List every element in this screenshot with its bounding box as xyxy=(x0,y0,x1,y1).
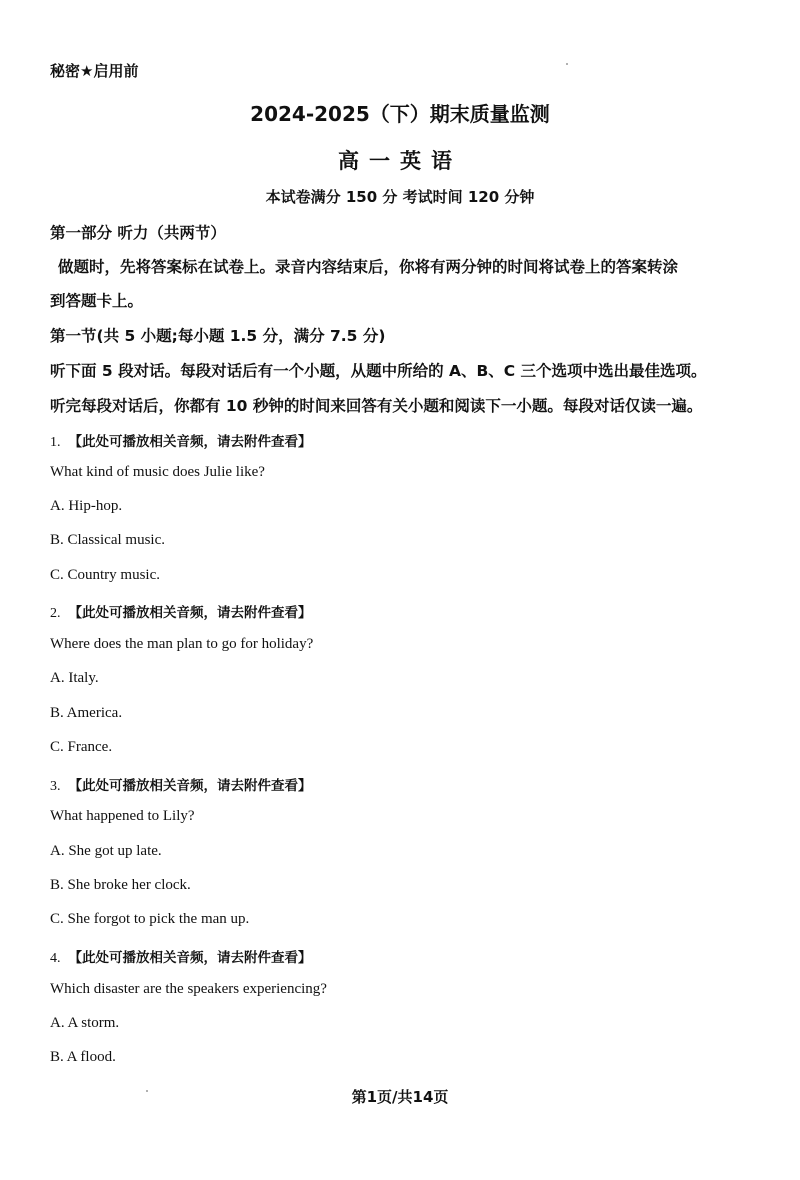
option-b: B. She broke her clock. xyxy=(50,877,191,893)
section-heading: 第一节(共 5 小题;每小题 1.5 分，满分 7.5 分) xyxy=(50,327,386,345)
question-header xyxy=(50,430,312,451)
instruction-line-2: 到答题卡上。 xyxy=(50,292,144,310)
scan-speck xyxy=(146,1090,148,1092)
option-c: C. Country music. xyxy=(50,567,161,583)
option-a: A. Hip-hop. xyxy=(50,498,123,514)
option-a: A. She got up late. xyxy=(50,843,162,859)
question-number: 2. xyxy=(50,606,61,621)
question-header xyxy=(50,601,312,622)
scan-speck xyxy=(566,63,568,65)
question-header xyxy=(50,946,312,967)
audio-link[interactable]: 【此处可播放相关音频，请去附件查看】 xyxy=(68,950,312,966)
page-footer: 第1页/共14页 xyxy=(351,1088,449,1106)
question-text: Which disaster are the speakers experiencing? xyxy=(50,981,327,997)
question-text: What kind of music does Julie like? xyxy=(50,464,265,480)
directions-line-2: 听完每段对话后，你都有 10 秒钟的时间来回答有关小题和阅读下一小题。每段对话仅读一遍。 xyxy=(50,397,703,415)
directions-line-1: 听下面 5 段对话。每段对话后有一个小题，从题中所给的 A、B、C 三个选项中选出最佳选项。 xyxy=(50,362,707,380)
question-header xyxy=(50,774,312,795)
question-text: Where does the man plan to go for holiday? xyxy=(50,636,314,652)
part-heading: 第一部分 听力（共两节） xyxy=(50,224,226,242)
option-a: A. A storm. xyxy=(50,1015,120,1031)
exam-title: 2024-2025（下）期末质量监测 xyxy=(250,102,550,126)
question-text: What happened to Lily? xyxy=(50,808,195,824)
question-number: 1. xyxy=(50,435,61,450)
exam-meta: 本试卷满分 150 分 考试时间 120 分钟 xyxy=(265,188,535,206)
option-c: C. She forgot to pick the man up. xyxy=(50,911,250,927)
question-number: 4. xyxy=(50,951,61,966)
subject-title: 高一英语 xyxy=(338,149,462,173)
question-number: 3. xyxy=(50,779,61,794)
audio-link[interactable]: 【此处可播放相关音频，请去附件查看】 xyxy=(68,778,312,794)
instruction-line-1: 做题时，先将答案标在试卷上。录音内容结束后，你将有两分钟的时间将试卷上的答案转涂 xyxy=(58,258,679,276)
option-b: B. Classical music. xyxy=(50,532,165,548)
confidential-label: 秘密★启用前 xyxy=(50,62,139,80)
audio-link[interactable]: 【此处可播放相关音频，请去附件查看】 xyxy=(68,434,312,450)
option-b: B. A flood. xyxy=(50,1049,116,1065)
option-c: C. France. xyxy=(50,739,113,755)
option-a: A. Italy. xyxy=(50,670,99,686)
audio-link[interactable]: 【此处可播放相关音频，请去附件查看】 xyxy=(68,605,312,621)
option-b: B. America. xyxy=(50,705,123,721)
